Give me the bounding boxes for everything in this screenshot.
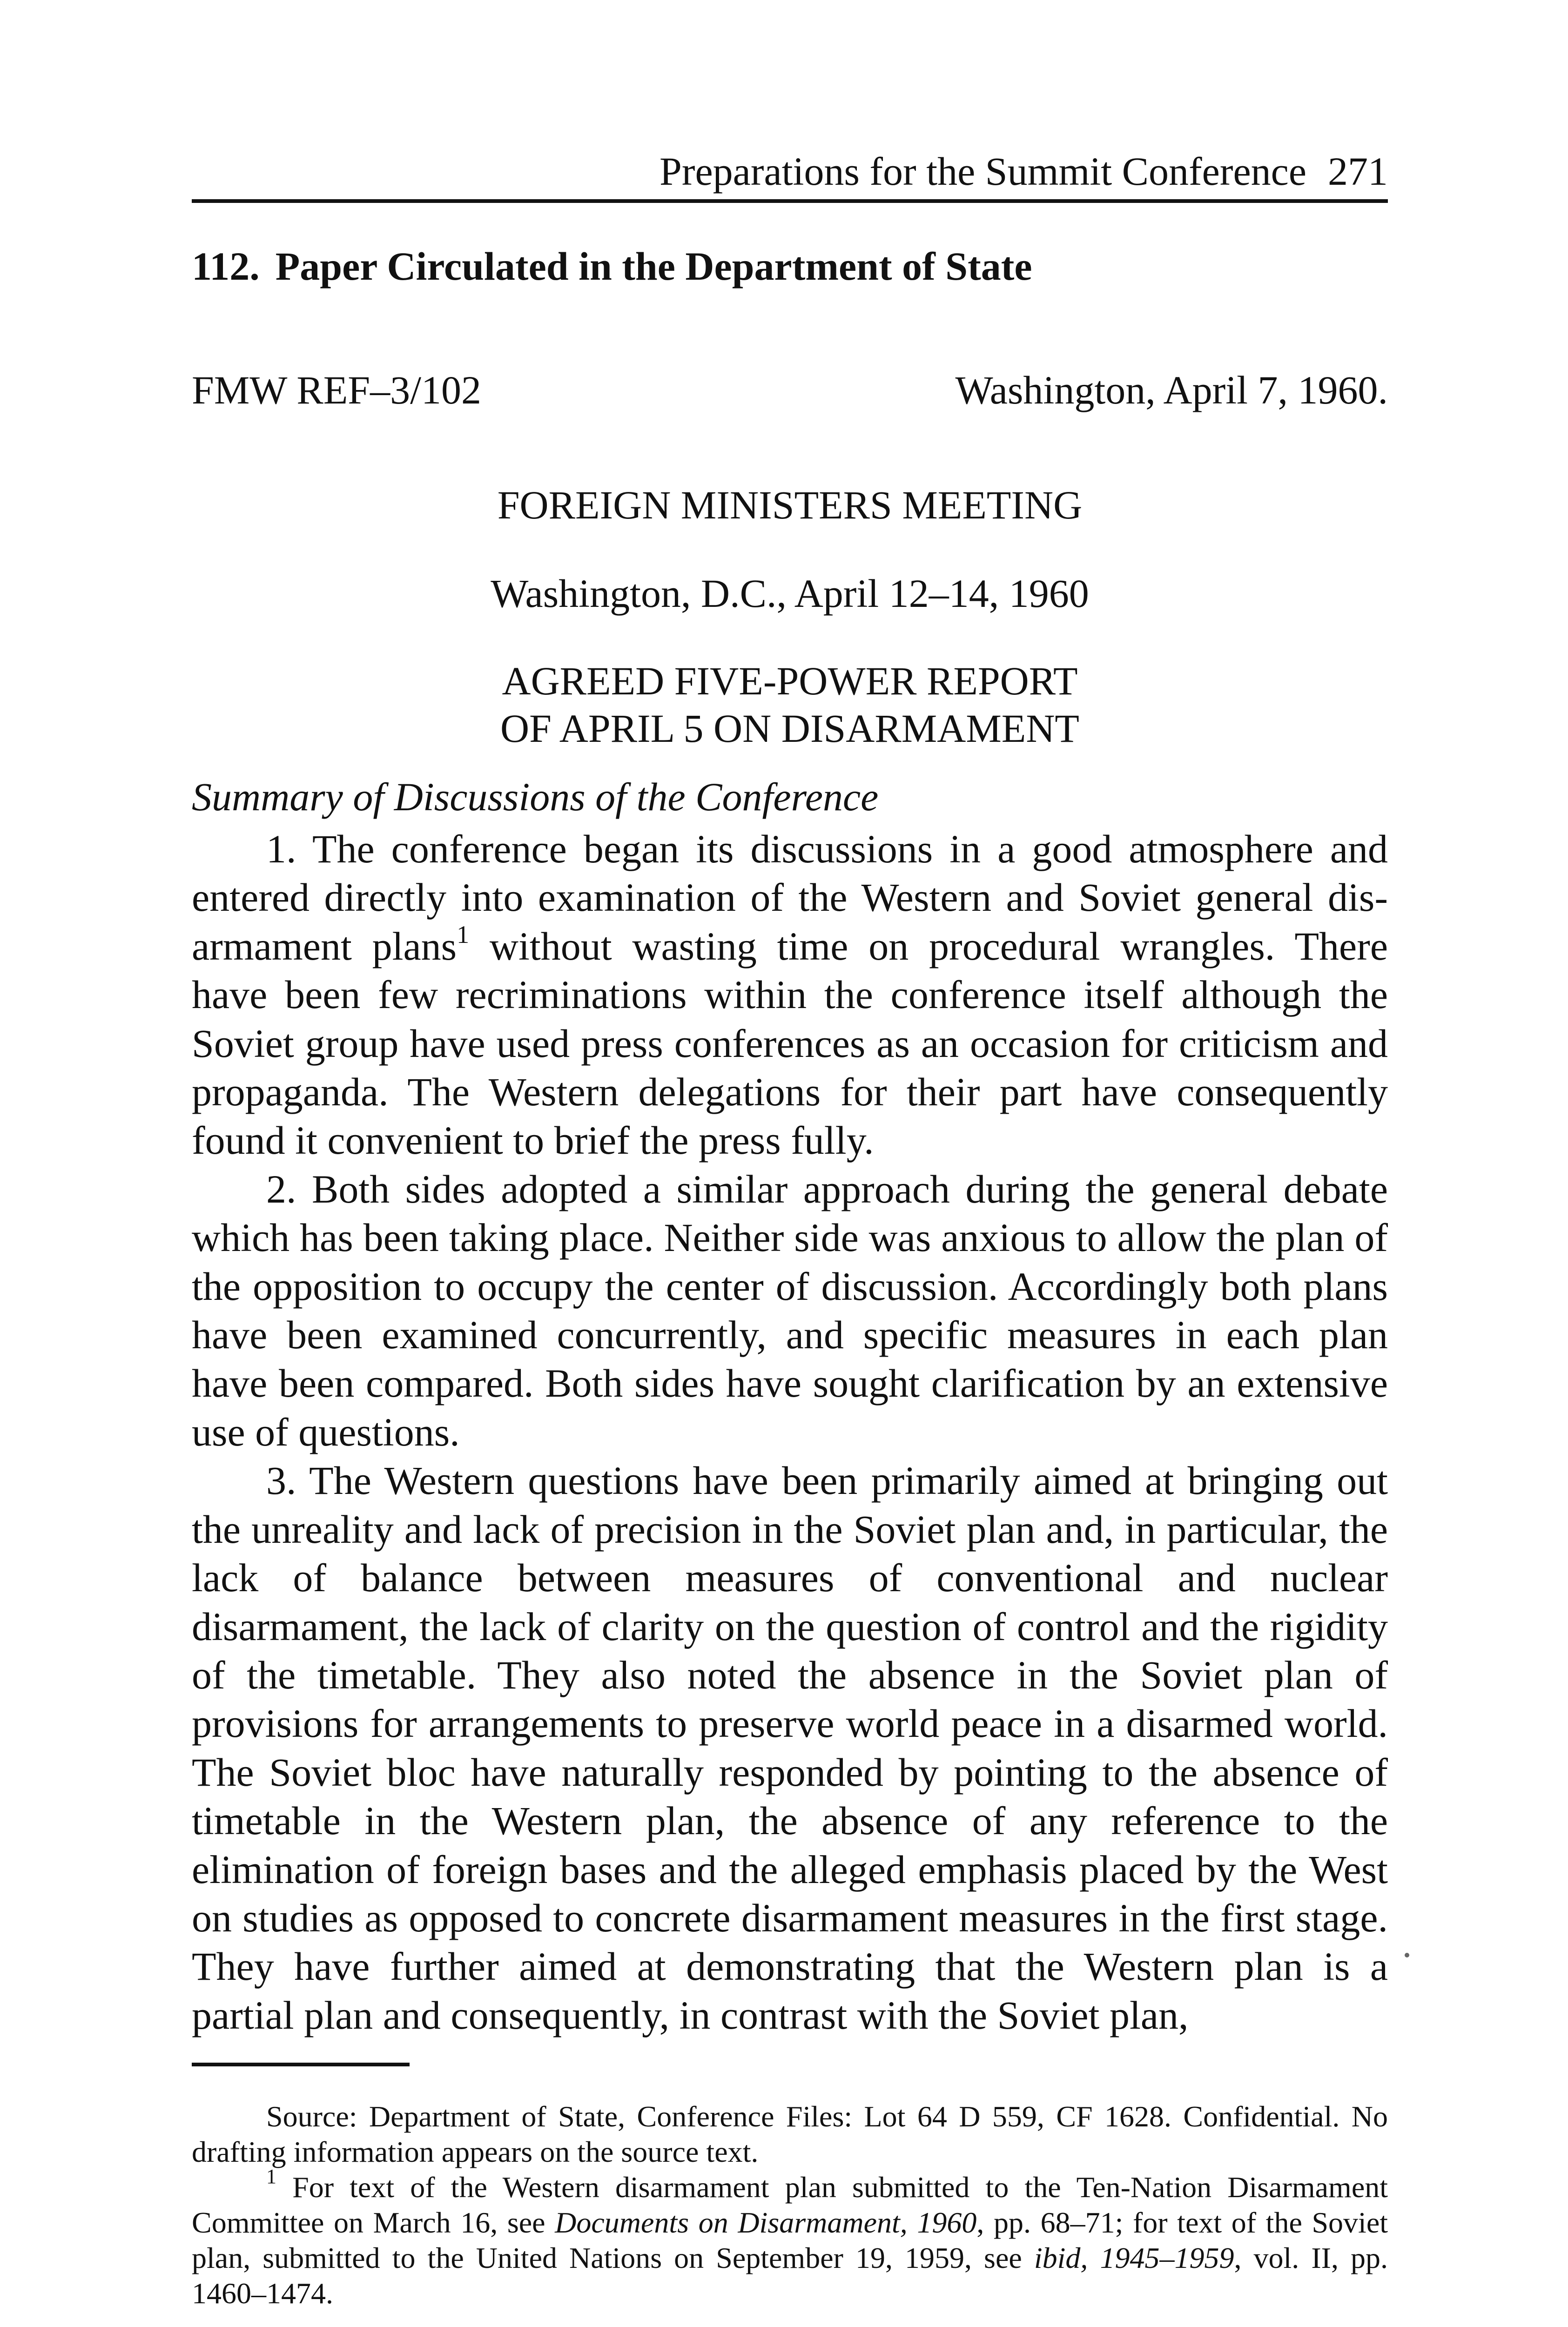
report-title-line-1: AGREED FIVE-POWER REPORT [502, 659, 1078, 703]
document-heading [192, 243, 1032, 289]
footnote-1-text-b: , pp. 68–71; for text of the Soviet plan, submitted to the United Nations on September 19, 1959, see [192, 2206, 1388, 2274]
page-number: 271 [1328, 149, 1388, 194]
footnote-1-marker: 1 [266, 2165, 276, 2188]
paragraph-2: 2. Both sides adopted a similar approach during the general debate which has been taking place. Neither side was anxious to allow the plan of the opposition to occupy the center of discussion. Accordingly both plans have been examined concurrently, and specific measures in each plan have been compared. Both sides have sought clarification by an extensive use of questions. [192, 1166, 1388, 1454]
meeting-title: FOREIGN MINISTERS MEETING [497, 483, 1083, 527]
document-number: 112. [192, 244, 260, 289]
paragraph-1-text: 1. The conference began its discussions in a good atmosphere and entered directly into examination of the Western and Soviet general disarmament plans [192, 827, 1388, 968]
report-title [192, 657, 1388, 752]
place-date: Washington, April 7, 1960. [955, 368, 1388, 412]
source-note: Source: Department of State, Conference Files: Lot 64 D 559, CF 1628. Confidential. No drafting information appears on the source text. [192, 2100, 1388, 2168]
paragraph-1-continued: without wasting time on procedural wrangles. There have been few recriminations within the conference itself although the Soviet group have used press conferences as an occasion for criticism and propaganda. The Western delegations for their part have consequently found it convenient to brief the press fully. [192, 923, 1388, 1163]
running-head-title: Preparations for the Summit Conference [660, 149, 1306, 194]
footnote-1-text-c: , vol. II, pp. 1460–1474. [192, 2241, 1388, 2310]
body-text [192, 825, 1388, 2039]
report-title-line-2: OF APRIL 5 ON DISARMAMENT [500, 706, 1079, 751]
footnote-1-text-a: For text of the Western disarmament plan submitted to the Ten-Nation Disarmament Committee on March 16, see [192, 2171, 1388, 2239]
footnotes [192, 2099, 1388, 2311]
footnote-1-citation-a: Documents on Disarmament, 1960 [555, 2206, 977, 2239]
footnote-ref-1: 1 [457, 920, 470, 948]
footnote-divider [192, 2063, 410, 2066]
paragraph-1 [192, 825, 1388, 1165]
footnote-1 [192, 2165, 1388, 2311]
margin-mark [1405, 1953, 1409, 1957]
running-head [192, 148, 1388, 203]
footnote-1-citation-b: ibid, 1945–1959 [1034, 2241, 1234, 2274]
summary-heading: Summary of Discussions of the Conference [192, 774, 879, 819]
document-title: Paper Circulated in the Department of State [275, 244, 1032, 289]
paragraph-3: 3. The Western questions have been primarily aimed at bringing out the unreality and lack of precision in the Soviet plan and, in particular, the lack of balance between measures of conventional and nuclear disarmament, the lack of clarity on the question of control and the rigidity of the timetable. They also noted the absence in the Soviet plan of provisions for arrangements to preserve world peace in a disarmed world. The Soviet bloc have naturally responded by pointing to the absence of timetable in the Western plan, the absence of any reference to the elimination of foreign bases and the alleged emphasis placed by the West on studies as opposed to concrete disarmament measures in the first stage. They have further aimed at demonstrating that the Western plan is a partial plan and consequently, in contrast with the Soviet plan, [192, 1458, 1388, 2038]
meeting-place-date: Washington, D.C., April 12–14, 1960 [491, 571, 1089, 616]
document-reference: FMW REF–3/102 [192, 368, 482, 412]
